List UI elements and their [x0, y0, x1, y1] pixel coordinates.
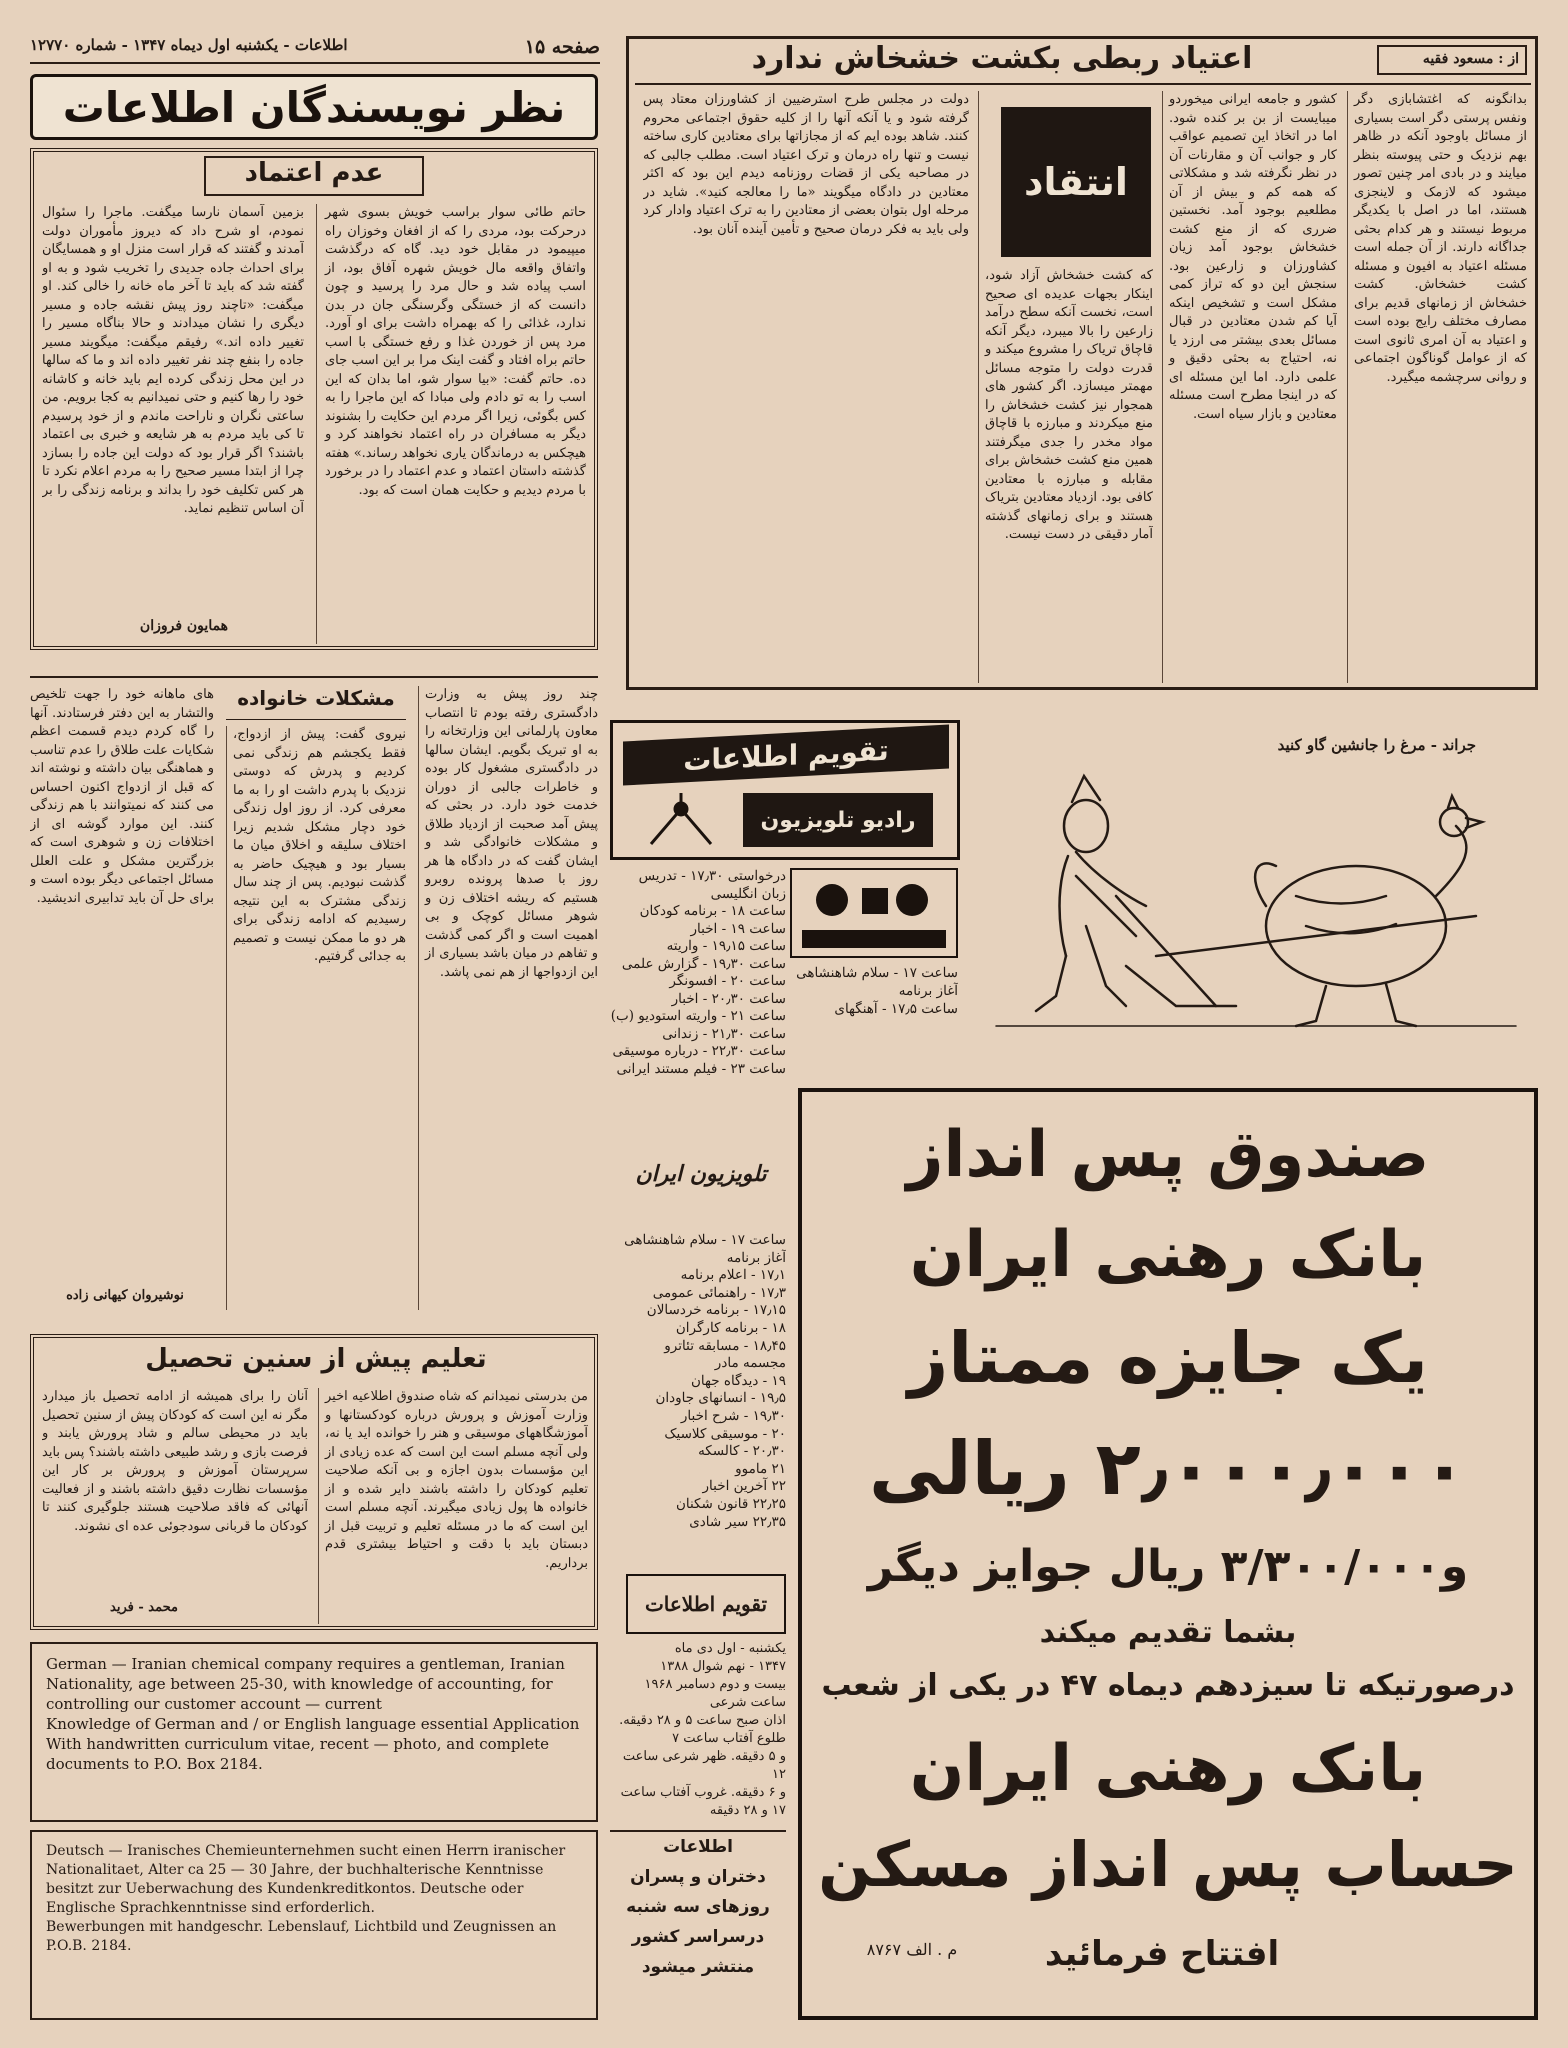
page-number: صفحه ۱۵ [470, 36, 600, 64]
author-tag [1377, 45, 1527, 75]
critique-col-2: کشور و جامعه ایرانی میخوردو میبایست از بن بر کنده شود. اما در اتخاذ این تصمیم عواقب کار و جوانب آن و مقارنات آن در نظر نگرفته شد و مشکلاتی که همه کم و بیش از آن مطلعیم بوجود آمد. نخستین ضرری که از منع کشت خشخاش بوجود آمد زیان کشاورزان و زارعین بود. سنجش این دو که تراز کمی مشکل است و تشخیص اینکه آیا کم شدن معتادین در قبال مسائل بعدی بیشتر می ارزد یا نه، احتیاج به بحثی دقیق و علمی دارد. اما این مسئله ای که در اینجا مطرح است مسئله معتادین و بازار سیاه است. [1162, 91, 1337, 683]
tv-schedule-line: ۲۰٫۳۰ - کالسکه [698, 1443, 786, 1460]
tv-schedule [610, 1232, 786, 1562]
radio-emblem [790, 868, 958, 958]
family-col-1: چند روز پیش به وزارت دادگستری رفته بودم تا انتصاب معاون پارلمانی این وزارتخانه را به او تبریک بگویم. ایشان سالها در دادگستری مشغول کار بوده و خاطرات جالبی از دوران خدمت خود دارد. در بحثی که پیش آمد صحبت از ازدیاد طلاق و مشکلات خانوادگی شد و ایشان گفت که در دادگاه ها هر روز با صدها پرونده روبرو هستیم که ریشه اختلاف زن و شوهر مسائل کوچک و بی اهمیت است و اگر کمی گذشت و تفاهم در میان باشد بسیاری از این ازدواجها از هم نمی پاشد. [418, 686, 598, 1310]
critique-col-1: بدانگونه که اغتشابازی دگر ونفس پرستی دگر است بسیاری از مسائل باوجود آنکه در ظاهر بهم نزدیک و حتی پیوسته بنظر میایند و در بادی امر چنین تصور میشود که لازمک و لاینجزی هستند، اما در اصل با یکدیگر مربوط نیستند و هر کدام بحثی جداگانه دارند. از آن جمله است مسئله اعتیاد به افیون و مسئله کشت خشخاش. کشت خشخاش از زمانهای قدیم برای مصارف مختلف رایج بوده است و اعتیاد به آن امری ثانوی است که از عوامل گوناگون اجتماعی و روانی سرچشمه میگیرد. [1347, 91, 1527, 683]
radio-right-lines [790, 964, 958, 1024]
notice-line: درسراسر کشور [631, 1927, 765, 1947]
cartoon [976, 726, 1536, 1054]
radio-schedule-line: ساعت ۲۰ - افسونگر [669, 973, 786, 989]
opinion-title: عدم اعتماد [204, 156, 424, 196]
tv-schedule-line: مجسمه مادر [714, 1355, 786, 1372]
tv-schedule-line: ۱۷٫۱ - اعلام برنامه [680, 1267, 786, 1284]
tv-antenna-icon [641, 789, 721, 849]
tv-schedule-line: ۱۸ - برنامه کارگران [675, 1319, 786, 1336]
bank-ad-line4: ۲٫۰۰۰٫۰۰۰ ریالی [868, 1426, 1468, 1512]
tv-header-box [610, 720, 960, 860]
calendar-line: بیست و دوم دسامبر ۱۹۶۸ [644, 1677, 786, 1692]
bank-ad-line5: و۳/۳۰۰/۰۰۰ ریال جوایز دیگر [867, 1541, 1469, 1592]
education-col-1: من بدرستی نمیدانم که شاه صندوق اطلاعیه اخیر وزارت آموزش و پرورش درباره کودکستانها و آموزشگاههای موسیقی و هنر را خوانده اید یا نه، ولی آنچه مسلم است این است که عده زیادی از این مؤسسات بدون اجازه و بی آنکه صلاحیت تعلیم کودکان را داشته باشند دایر شده و از خانواده ها پول زیادی میگیرند. آنچه مسلم است این است که ما در مسئله تعلیم و تربیت قبل از دبستان باید با دقت و احتیاط بیشتری قدم برداریم. [318, 1388, 588, 1624]
family-col-3: های ماهانه خود را جهت تلخیص والتشار به این دفتر فرستادند. آنها را گاه کردم دیدم قسمت اعظم شکایات علت طلاق را عدم تناسب و هماهنگی بیان داشته و نوشته اند که قبل از ازدواج اکنون احساس می کنند که نمیتوانند با هم زندگی کنند. این موارد گوشه ای از اختلافات زن و شوهری است که بزرگترین مشکل و علت العلل مسائل اجتماعی دیگر بوده است و برای حل آن باید تدابیری اندیشید. [30, 687, 214, 906]
tv-iran-logo: تلویزیون ایران [635, 1161, 767, 1187]
radio-schedule-line: ساعت ۲۱٫۳۰ - زندانی [662, 1025, 786, 1042]
cartoon-caption: جراند - مرغ را جانشین گاو کنید [1277, 736, 1476, 754]
tv-schedule-line: ۲۱ ماموو [735, 1460, 786, 1477]
critique-box [626, 36, 1538, 690]
bank-ad-code: م . الف ۸۷۶۷ [866, 1940, 958, 1959]
opinion-col-2: بزمین آسمان نارسا میگفت. ماجرا را سئوال نمودم، او شرح داد که دیروز مأموران دولت آمدند و گفتند که قرار است منزل او و همسایگان برای احداث جاده جدیدی را تخریب شود و به او گفته شد که باید تا آخر ماه خانه را خالی کند. او میگفت: «تاچند روز پیش نقشه جاده و مسیر دیگری را نشان میدادند و حالا بناگاه مسیر را تغییر داده اند.» رفیقم میگفت: میگویند مسیر جاده را بنفع چند نفر تغییر داده اند و ما که سالها در این محل زندگی کرده ایم باید خانه و کاشانه خود را رها کنیم و حتی نمیدانیم به کجا برویم. من ساعتی نگران و ناراحت ماندم و از خود پرسیدم تا کی باید مردم به هر شایعه و خبری بی اعتماد باشند؟ اگر قرار بود که دولت این جاده را بسازد چرا از ابتدا مسیر صحیح را به مردم اعلام نکرد تا هر کس تکلیف خود را بداند و برنامه زندگی را بر آن اساس تنظیم نماید. [42, 205, 304, 516]
author-name: مسعود فقیه [1422, 51, 1494, 67]
tv-schedule-line: آغاز برنامه [726, 1249, 786, 1266]
tv-schedule-line: ۱۸٫۴۵ - مسابقه تئاترو [664, 1337, 786, 1354]
radio-schedule-line: ساعت ۲۰٫۳۰ - اخبار [671, 990, 786, 1007]
bank-ad [798, 1088, 1538, 2020]
tv-schedule-line: ۱۹٫۳۰ - شرح اخبار [680, 1407, 786, 1424]
bank-ad-line7: درصورتیکه تا سیزدهم دیماه ۴۷ در یکی از شعب [821, 1668, 1515, 1703]
bank-ad-line10: افتتاح فرمائید [1044, 1934, 1280, 1974]
radio-schedule-line: ساعت ۲۲٫۳۰ - درباره موسیقی [612, 1043, 786, 1059]
bank-ad-line6: بشما تقدیم میکند [1039, 1615, 1297, 1650]
calendar-line: ۱۷ و ۲۸ دقیقه [709, 1803, 786, 1818]
family-signature: نوشیروان کیهانی زاده [66, 1288, 184, 1303]
calendar-text [610, 1640, 786, 1820]
tv-header-banner: تقویم اطلاعات [623, 724, 949, 785]
notice-line: منتشر میشود [641, 1957, 755, 1977]
radio-tv-label: رادیو تلویزیون [743, 793, 933, 847]
radio-header-line: ساعت ۱۷ - سلام شاهنشاهی [796, 965, 958, 981]
lion-sun-emblem-icon [792, 870, 956, 956]
radio-header-line: ساعت ۱۷٫۵ - آهنگهای [834, 1001, 958, 1017]
german-job-ad: Deutsch — Iranisches Chemieunternehmen sucht einen Herrn iranischer Nationalitaet, Alter ca 25 — 30 Jahre, der buchhalterische Kenntnisse besitzt zur Ueberwachung des Kundenkreditkontos. Deutsche oder Englische Sprachkenntnisse sind erforderlich. Bewerbungen mit handgeschr. Lebenslauf, Lichtbild und Zeugnissen an P.O.B. 2184. [30, 1830, 598, 2020]
english-job-ad: German — Iranian chemical company requires a gentleman, Iranian Nationality, age between 25-30, with knowledge of accounting, for controlling our customer account — current Knowledge of German and / or English language essential Application With handwritten curriculum vitae, recent — photo, and complete documents to P.O. Box 2184. [30, 1642, 598, 1822]
radio-schedule-line: ساعت ۲۳ - فیلم مستند ایرانی [616, 1060, 786, 1077]
tv-schedule-line: ۲۲٫۲۵ قانون شکنان [675, 1495, 786, 1512]
calendar-line: و ۵ دقیقه. ظهر شرعی ساعت ۱۲ [622, 1749, 786, 1782]
calendar-box [626, 1574, 786, 1634]
bank-ad-line1: صندوق پس انداز [906, 1118, 1430, 1192]
tv-schedule-line: ۱۹ - دیدگاه جهان [690, 1372, 786, 1389]
calendar-label: تقویم اطلاعات [644, 1592, 768, 1616]
notice-line: دختران و پسران [630, 1867, 766, 1887]
calendar-line: و ۶ دقیقه. غروب آفتاب ساعت [620, 1785, 786, 1800]
radio-schedule-line: ساعت ۲۱ - واریته استودیو (ب) [610, 1008, 786, 1024]
critique-col-3: که کشت خشخاش آزاد شود، اینکار بجهات عدیده ای صحیح است، نخست آنکه سطح درآمد زارعین را بالا میبرد، دیگر آنکه قاچاق تریاک را مشروع میکند و قدرت دولت را متوجه مسائل مهمتر میسازد. اگر کشور های همجوار نیز کشت خشخاش را منع میکردند و مبارزه با قاچاق مواد مخدر را جدی میگرفتند همین منع کشت خشخاش برای مقابله و مبارزه با معتادین کافی بود. ازدیاد معتادین بتریاک هستند و برای زمانهای گذشته آمار دقیقی در دست نیست. [978, 91, 1153, 683]
family-col-2: نیروی گفت: پیش از ازدواج، فقط یکجشم هم زندگی نمی کردیم و پدرش که دوستی نزدیک با پدرم داشت او را به ما معرفی کرد. از روز اول زندگی خود دچار مشکل شدیم زیرا اختلاف سلیقه و اخلاق میان ما بسیار بود و هیچیک حاضر به گذشت نبودیم. پس از چند سال زندگی مشترک به این نتیجه رسیدیم که ادامه زندگی برای هر دو ما ممکن نیست و تصمیم به جدائی گرفتیم. [226, 726, 406, 1310]
education-signature: محمد - فرید [110, 1600, 178, 1615]
critique-headline: اعتیاد ربطی بکشت خشخاش ندارد [751, 41, 1253, 76]
folio-line [30, 36, 470, 64]
calendar-line: ۱۳۴۷ - نهم شوال ۱۳۸۸ [660, 1659, 786, 1674]
notice-line: اطلاعات [663, 1837, 733, 1857]
bank-ad-line8: بانک رهنی ایران [909, 1732, 1427, 1806]
opinion-col-1: حاتم طائی سوار براسب خویش بسوی شهر درحرکت بود، مردی را که از افغان وخوزان راه میپیمود در مقابل خود دید. گاه که درگذشت واتفاق واقعه مال خویش شهره آفاق بود، از اسب پیاده شد و حال مرد را پرسید و چون دانست که از خستگی وگرسنگی جان در بدن ندارد، غذائی را که بهمراه داشت برای او آورد. مرد پس از خوردن غذا و رفع خستگی با اسب حاتم براه افتاد و گفت اینک مرا بر این اسب جای ده. حاتم گفت: «بیا سوار شو، اما بدان که این اسب را به تو دادم ولی مبادا که این ماجرا را به کس بگوئی، زیرا اگر مردم این حکایت را بشنوند دیگر به مسافران در راه اعتماد نخواهند کرد و هیچکس به درماندگان یاری نخواهد رساند.» هفته گذشته داستان اعتماد و عدم اعتماد را در برخورد با مردم دیدیم و حکایت همان است که بود. [316, 204, 586, 644]
tv-schedule-line: ۱۹٫۵ - انسانهای جاودان [655, 1390, 786, 1407]
folio-text: اطلاعات - یکشنبه اول دیماه ۱۳۴۷ - شماره ۱۲۷۷۰ [30, 36, 348, 54]
cartoon-illustration [976, 756, 1536, 1054]
calendar-line: یکشنبه - اول دی ماه [674, 1641, 786, 1656]
tv-schedule-line: ۲۲ آخرین اخبار [702, 1478, 786, 1495]
radio-schedule-line: درخواستی ۱۷٫۳۰ - تدریس [638, 868, 786, 884]
bank-ad-line9: حساب پس انداز مسکن [818, 1828, 1518, 1901]
tv-schedule-line: ۲۰ - موسیقی کلاسیک [664, 1425, 786, 1442]
bank-ad-line3: یک جایزه ممتاز [907, 1317, 1428, 1399]
radio-schedule-line: ساعت ۱۹٫۳۰ - گزارش علمی [621, 955, 786, 972]
family-title: مشکلات خانواده [226, 686, 406, 720]
opinion-banner: نظر نویسندگان اطلاعات [30, 74, 598, 140]
calendar-line: ساعت شرعی [709, 1695, 786, 1710]
education-col-2: آنان را برای همیشه از ادامه تحصیل باز میدارد مگر نه این است که کودکان پیش از سنین تحصیل باید در محیطی سالم و شاد پرورش یابند و فرصت بازی و رشد طبیعی داشته باشند؟ پس باید سرپرستان آموزش و پرورش بر کار این مؤسسات نظارت دقیق داشته باشند و از فعالیت آنهائی که فاقد صلاحیت هستند جلوگیری کنند تا کودکان ما قربانی سودجوئی عده ای نشوند. [42, 1389, 308, 1534]
opinion-box [30, 148, 598, 650]
notice-line: روزهای سه شنبه [626, 1897, 770, 1917]
calendar-line: اذان صبح ساعت ۵ و ۲۸ دقیقه. طلوع آفتاب ساعت ۷ [619, 1713, 786, 1746]
publication-notice [610, 1830, 786, 2020]
tv-schedule-line: ساعت ۱۷ - سلام شاهنشاهی [624, 1232, 786, 1248]
tv-schedule-line: ۱۷٫۳ - راهنمائی عمومی [652, 1284, 786, 1301]
education-title: تعلیم پیش از سنین تحصیل [145, 1344, 487, 1374]
opinion-signature: همایون فروزان [139, 618, 229, 634]
radio-schedule-line: ساعت ۱۹ - اخبار [690, 920, 786, 937]
radio-schedule-line: ساعت ۱۸ - برنامه کودکان [639, 903, 786, 919]
education-box [30, 1334, 598, 1630]
family-section [30, 676, 598, 1320]
tv-schedule-line: ۲۲٫۳۵ سیر شادی [689, 1513, 786, 1530]
author-prefix: از : [1498, 51, 1519, 67]
bank-ad-line2: بانک رهنی ایران [909, 1218, 1427, 1292]
critique-col-4: دولت در مجلس طرح استرضیین از کشاورزان معتاد پس گرفته شود و یا آنکه آنها را از کلیه حقوق اجتماعی محروم کنند. شاهد بوده ایم که از مجازاتها برای معتادین کاری ساخته نیست و تنها راه درمان و ترک اعتیاد است. مطلب جالبی که در مصاحبه یکی از قضات روزنامه دیدم این بود که اکثر معتادین در دادگاه میگویند «ما را معالجه کنید». شاید در مرحله اول بتوان بعضی از معتادین را به ترک اعتیاد وادار کرد ولی باید به فکر درمان صحیح و تأمین آینده آنان بود. [643, 92, 969, 237]
tv-schedule-line: ۱۷٫۱۵ - برنامه خردسالان [646, 1302, 786, 1319]
critique-logo: انتقاد [1001, 107, 1151, 257]
radio-schedule-line: زبان انگلیسی [710, 885, 786, 902]
radio-header-line: آغاز برنامه [898, 983, 958, 999]
radio-schedule-line: ساعت ۱۹٫۱۵ - واریته [666, 938, 786, 954]
